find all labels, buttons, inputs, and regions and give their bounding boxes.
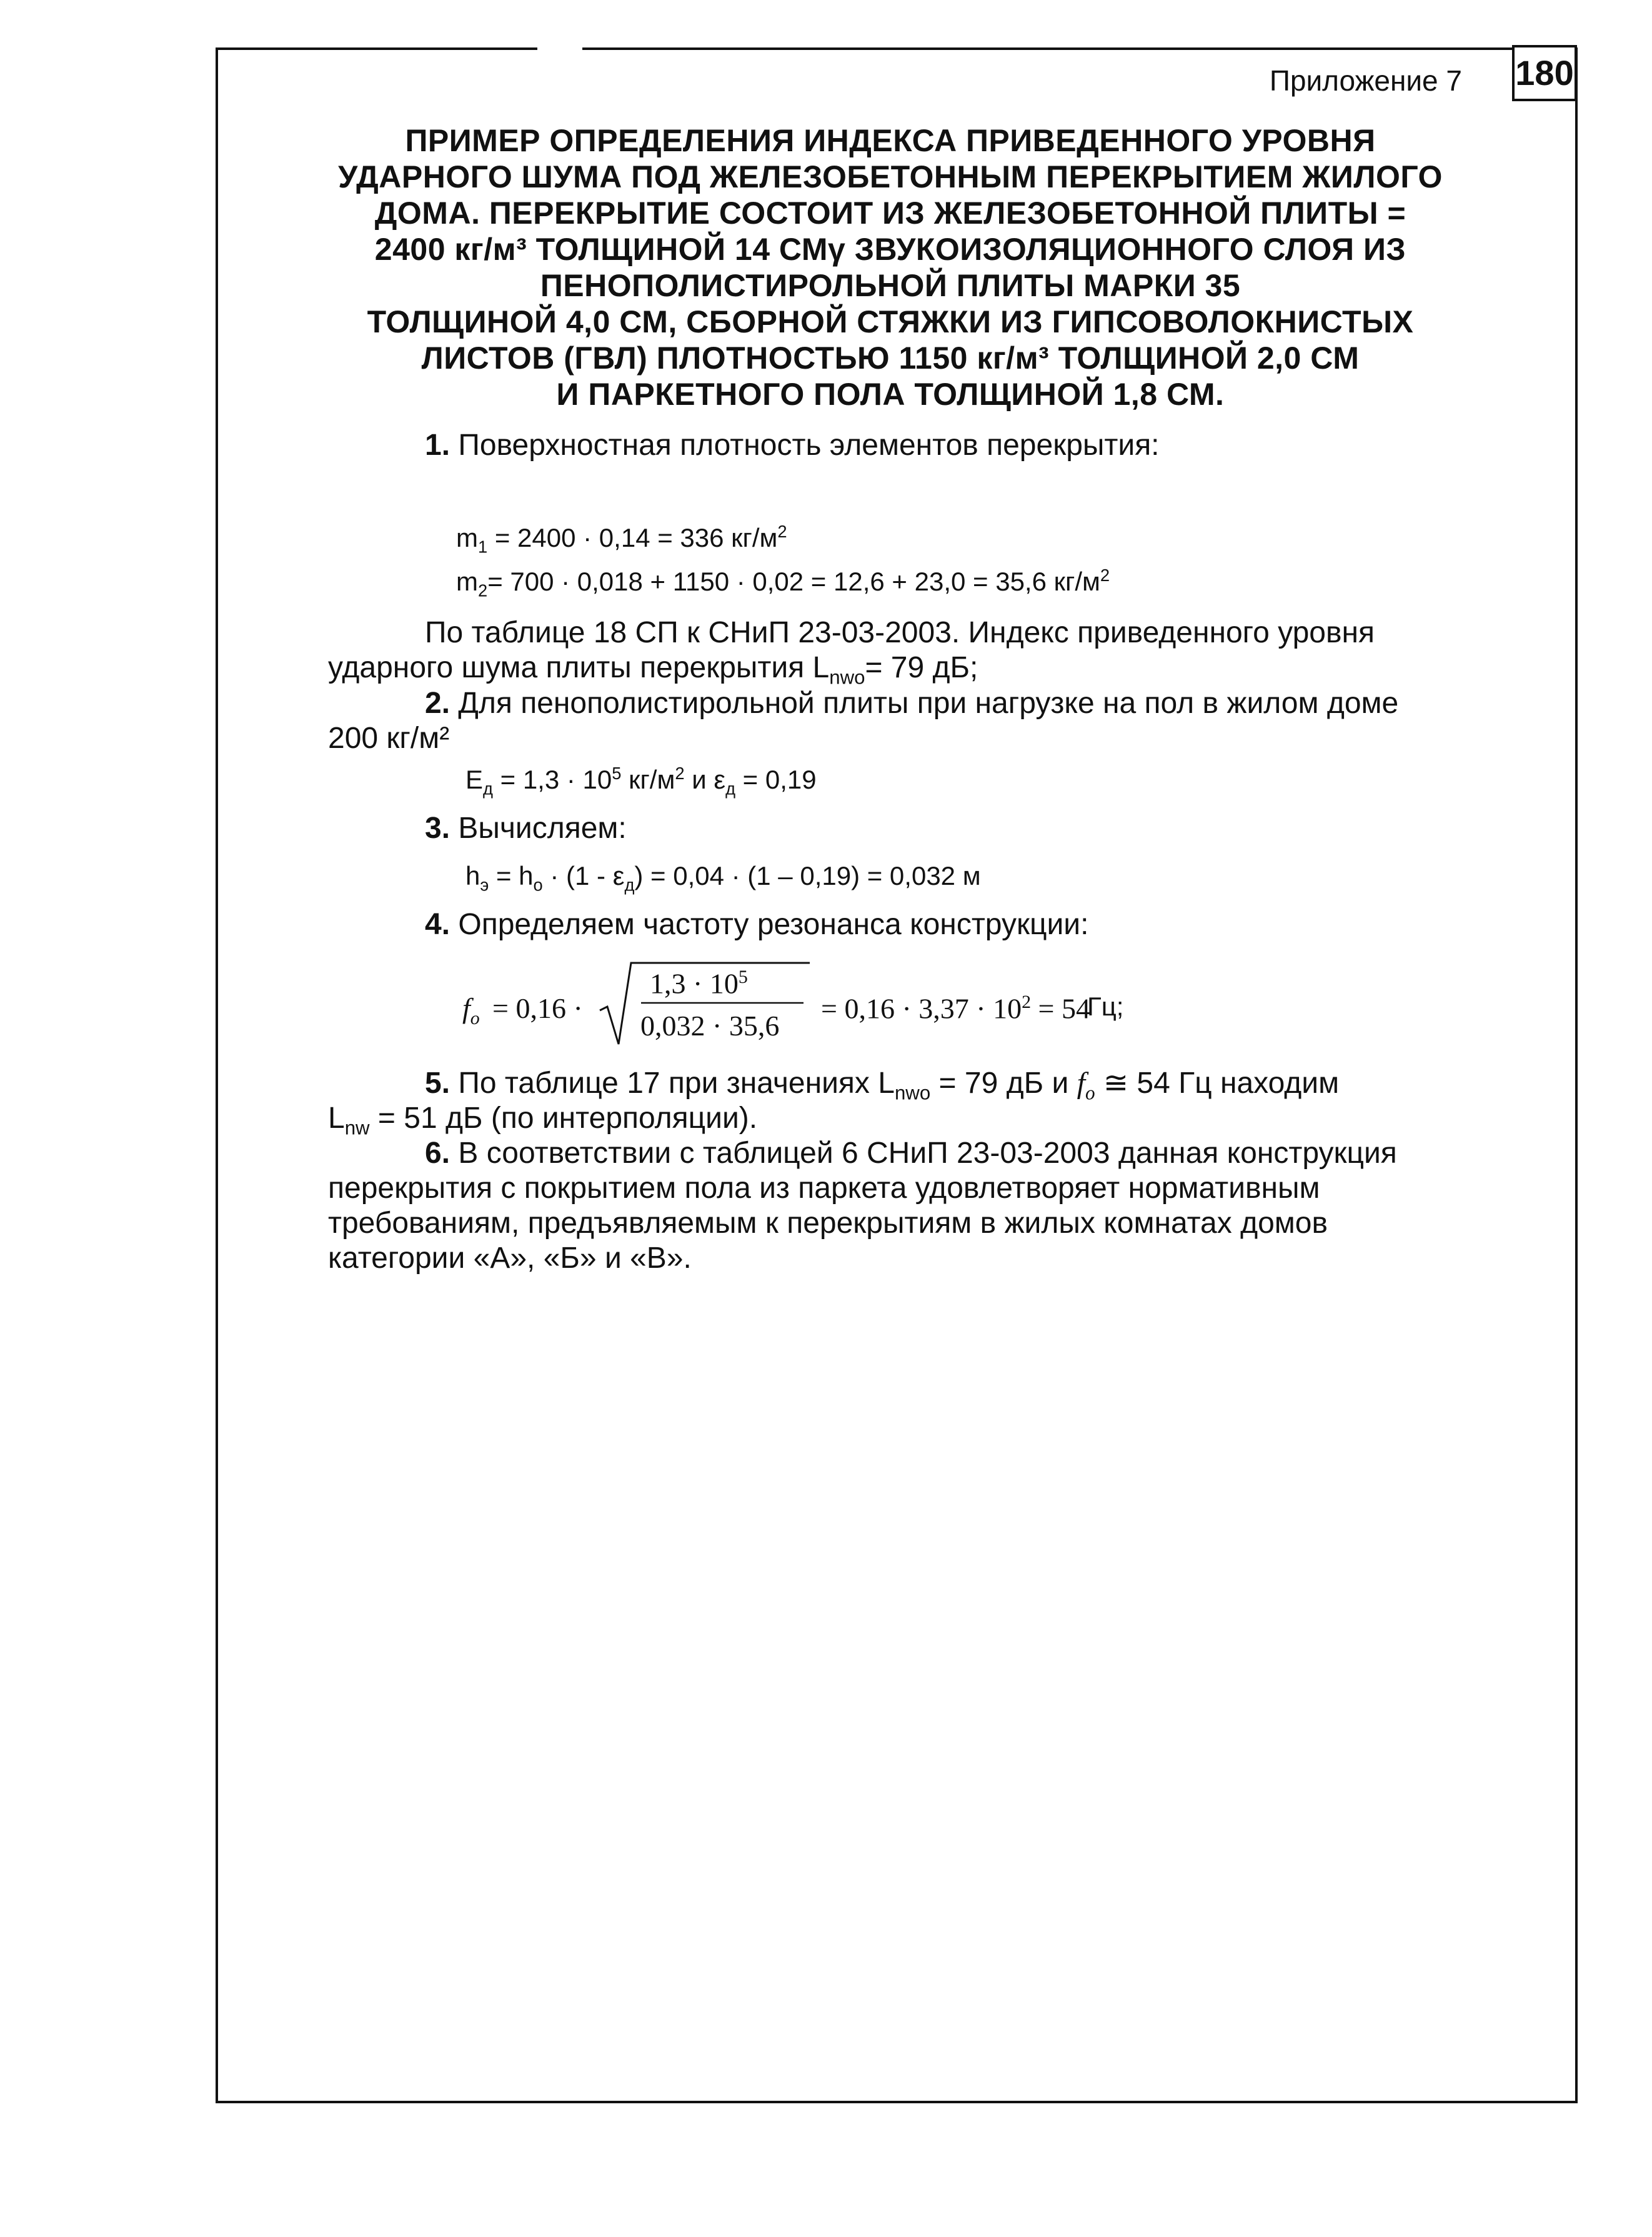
table18-line2: ударного шума плиты перекрытия $L_{nwo}= 79$ дБ; [328, 651, 978, 689]
step-number: 1. [425, 429, 450, 462]
title-line: ПРИМЕР ОПРЕДЕЛЕНИЯ ИНДЕКСА ПРИВЕДЕННОГО УРОВНЯ [405, 123, 1376, 158]
formula-m2: $m_2= 700 \cdot 0,018 + 1150 \cdot 0,02 = 12,6 + 23,0 = 35,6$ $кг/м^2$ [456, 565, 1110, 600]
step2-line2: 200 кг/м² [328, 722, 450, 755]
title-line: ТОЛЩИНОЙ 4,0 СМ, СБОРНОЙ СТЯЖКИ ИЗ ГИПСОВОЛОКНИСТЫХ [367, 304, 1414, 339]
formula-m1: $m_1 = 2400 \cdot 0,14 = 336$ $кг/м^2$ [456, 522, 787, 557]
title-line: 2400 кг/м³ ТОЛЩИНОЙ 14 СМγ ЗВУКОИЗОЛЯЦИОННОГО СЛОЯ ИЗ [374, 232, 1406, 267]
step-number: 6. [425, 1137, 450, 1170]
title-line: ЛИСТОВ (ГВЛ) ПЛОТНОСТЬЮ 1150 кг/м³ ТОЛЩИНОЙ 2,0 СМ [421, 341, 1360, 376]
document-title [325, 122, 1456, 412]
formula-unit: Гц; [1087, 992, 1124, 1021]
step4-heading: 4. Определяем частоту резонанса конструкции: [425, 908, 1089, 941]
step6-line3: требованиям, предъявляемым к перекрытиям в жилых комнатах домов [328, 1207, 1328, 1240]
formula-result: = $0,16 \cdot 3,37 \cdot 10^2 = 54$ [821, 992, 1090, 1025]
title-line: УДАРНОГО ШУМА ПОД ЖЕЛЕЗОБЕТОННЫМ ПЕРЕКРЫТИЕМ ЖИЛОГО [338, 159, 1443, 194]
step6-line2: перекрытия с покрытием пола из паркета удовлетворяет нормативным [328, 1172, 1320, 1205]
formula-thickness: $h_э = h_o \cdot (1 - \varepsilon_д) = 0,04 \cdot (1 - 0,19) = 0,032$ м [465, 861, 981, 895]
page-number: 180 [1512, 45, 1577, 101]
fraction-numerator: $1,3 \cdot 10^5$ [650, 967, 748, 1000]
title-line: ДОМА. ПЕРЕКРЫТИЕ СОСТОИТ ИЗ ЖЕЛЕЗОБЕТОННОЙ ПЛИТЫ = [374, 196, 1406, 231]
title-line: ПЕНОПОЛИСТИРОЛЬНОЙ ПЛИТЫ МАРКИ 35 [540, 268, 1241, 303]
step3-heading: 3. Вычисляем: [425, 812, 627, 845]
formula-resonance: $f_o$ = 0,16 · $1,3 \cdot 10^5$ 0,032 · 35,6 = $0,16 \cdot 3,37 \cdot 10^2 = 54$ Гц; [462, 959, 1162, 1047]
appendix-label: Приложение 7 [1269, 64, 1462, 97]
step-number: 3. [425, 812, 450, 845]
step-number: 4. [425, 908, 450, 941]
step5-line1: 5. По таблице 17 при значениях $L_{nwo} = 79$ дБ и $f_o$ ≅ 54 Гц находим [425, 1067, 1340, 1104]
step5-line2: $L_{nw} = 51$ дБ (по интерполяции). [328, 1102, 758, 1139]
step6-line1: 6. В соответствии с таблицей 6 СНиП 23-03-2003 данная конструкция [425, 1137, 1397, 1170]
title-line: И ПАРКЕТНОГО ПОЛА ТОЛЩИНОЙ 1,8 СМ. [556, 377, 1225, 412]
step1-text: Поверхностная плотность элементов перекрытия: [458, 429, 1160, 462]
step2-line1: 2. Для пенополистирольной плиты при нагрузке на пол в жилом доме [425, 687, 1399, 720]
step1-heading [425, 428, 1160, 463]
step-number: 5. [425, 1067, 450, 1100]
fraction-denominator: 0,032 · 35,6 [640, 1010, 780, 1042]
frame-gap [537, 44, 582, 52]
formula-modulus: $E_д = 1,3 \cdot 10^5$ $кг/м^2$ и $\varepsilon_д = 0,19$ [465, 764, 817, 799]
table18-line1: По таблице 18 СП к СНиП 23-03-2003. Индекс приведенного уровня [425, 616, 1375, 649]
step-number: 2. [425, 687, 450, 720]
step6-line4: категории «А», «Б» и «В». [328, 1242, 692, 1275]
